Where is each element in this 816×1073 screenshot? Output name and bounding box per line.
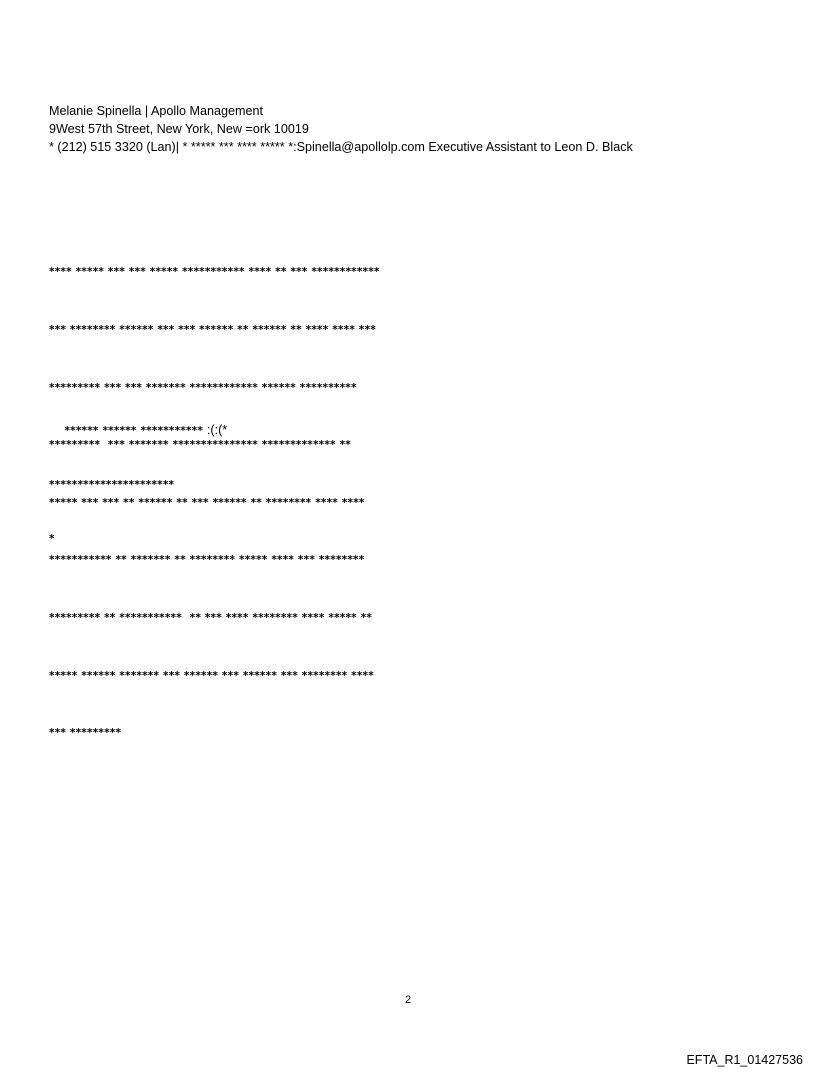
redacted-paragraph — [49, 225, 380, 782]
redacted-text-line: ********* ** *********** ** *** **** ******** **** ***** ** — [49, 611, 373, 624]
redacted-single-star: * — [49, 533, 55, 545]
redacted-line: ********************** — [49, 479, 175, 491]
document-id: EFTA_R1_01427536 — [686, 1053, 803, 1067]
signature-name-line: Melanie Spinella | Apollo Management — [49, 104, 264, 118]
signature-address-line: 9West 57th Street, New York, New =ork 10019 — [49, 122, 309, 136]
redacted-symbols: :(:(* — [206, 423, 228, 438]
redacted-stars: ****** ****** *********** — [64, 425, 207, 438]
redacted-text-line: **** ***** *** *** ***** *********** **** ** *** ************ — [49, 266, 380, 279]
email-signature — [49, 102, 633, 156]
redacted-text-line: *** ******** ****** *** *** ****** ** ****** ** **** **** *** — [49, 324, 376, 336]
redacted-line-with-symbols — [49, 402, 227, 461]
redacted-text-line: ***** ****** ******* *** ****** *** ****** *** ******** **** — [49, 669, 374, 682]
page-number: 2 — [404, 994, 412, 1006]
redacted-text-line: ********* *** *** ******* ************ ****** ********** — [49, 381, 357, 394]
signature-contact-line: * (212) 515 3320 (Lan)| * ***** *** **** ***** *:Spinella@apollolp.com Executive Assistant to Leon D. Black — [49, 140, 633, 154]
redacted-text-line: ********* *** ******* *************** ************* ** — [49, 439, 351, 452]
redacted-text-line: *** ********* — [49, 727, 122, 740]
redacted-text-line: ***** *** *** ** ****** ** *** ****** ** ******** **** **** — [49, 496, 365, 509]
redacted-text-line: *********** ** ******* ** ******** ***** **** *** ******** — [49, 554, 365, 567]
